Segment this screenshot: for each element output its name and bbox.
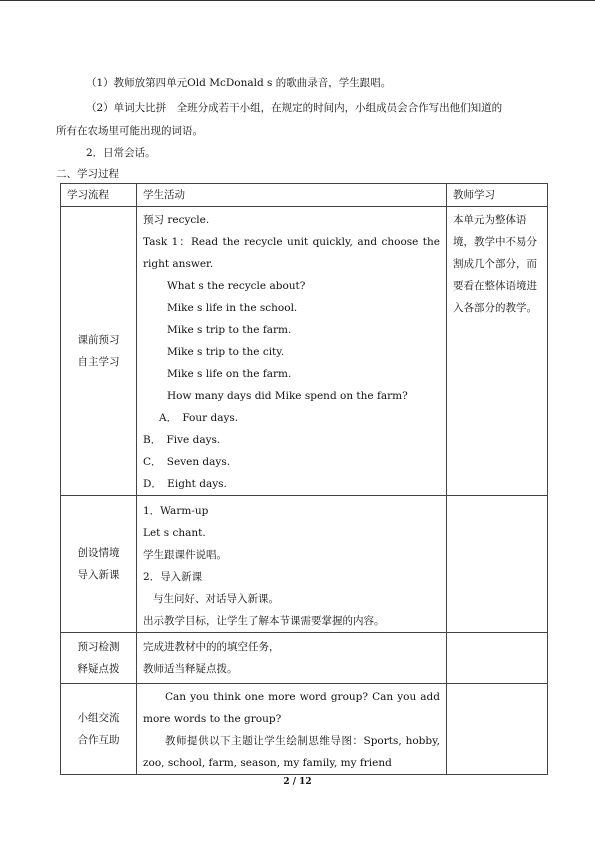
stage-cell [61, 684, 137, 775]
activity-cell [137, 207, 447, 496]
activity-line: How many days did Mike spend on the farm? [167, 390, 408, 402]
page-number: 2 / 12 [283, 777, 312, 787]
activity-cell [137, 496, 447, 633]
stage-label: 课前预习 [77, 334, 120, 346]
activity-line: C． Seven days. [143, 456, 231, 468]
activity-line: A． Four days. [159, 412, 239, 424]
activity-line: 完成进教材中的的填空任务， [143, 641, 280, 653]
activity-line: 教师提供以下主题让学生绘制思维导图：Sports, hobby, zoo, school, farm, season, my family, my friend [143, 735, 440, 769]
activity-line: Mike s trip to the farm. [167, 324, 292, 336]
page-top-rule [0, 0, 595, 1]
stage-cell [61, 207, 137, 496]
activity-line: 2．导入新课 [143, 571, 203, 583]
intro-line-2: （2）单词大比拼 全班分成若干小组，在规定的时间内，小组成员会合作写出他们知道的 [86, 102, 503, 114]
activity-line: 预习 recycle. [143, 214, 210, 226]
activity-line: Mike s trip to the city. [167, 346, 285, 358]
activity-cell [137, 633, 447, 684]
teacher-note: 本单元为整体语境，教学中不易分割成几个部分，而要看在整体语境进入各部分的教学。 [453, 214, 537, 314]
activity-line: Mike s life in the school. [167, 302, 298, 314]
table-row [61, 684, 548, 775]
activity-line: What s the recycle about? [167, 280, 306, 292]
activity-line: 与生问好、对话导入新课。 [153, 593, 279, 605]
stage-label: 释疑点拨 [77, 663, 120, 675]
stage-label: 导入新课 [77, 569, 120, 581]
header-teacher-learning: 教师学习 [447, 184, 548, 207]
intro-line-1: （1）教师放第四单元Old McDonald s 的歌曲录音，学生跟唱。 [86, 77, 392, 89]
stage-label: 预习检测 [77, 641, 120, 653]
stage-label: 合作互助 [77, 734, 120, 746]
activity-line: 教师适当释疑点拨。 [143, 663, 238, 675]
table-row [61, 496, 548, 633]
intro-line-3: 2．日常会话。 [86, 147, 156, 159]
teacher-note-cell [447, 633, 548, 684]
header-stage: 学习流程 [61, 184, 137, 207]
activity-line: Task 1：Read the recycle unit quickly, and choose the right answer. [143, 236, 440, 270]
activity-line: Can you think one more word group? Can you add more words to the group? [143, 691, 440, 725]
activity-line: 出示教学目标，让学生了解本节课需要掌握的内容。 [143, 615, 385, 627]
activity-line: 学生跟课件说唱。 [143, 549, 227, 561]
activity-line: Mike s life on the farm. [167, 368, 292, 380]
table-header-row [61, 184, 548, 207]
stage-cell [61, 496, 137, 633]
section-heading: 二、学习过程 [56, 168, 119, 180]
stage-cell [61, 633, 137, 684]
table-row [61, 633, 548, 684]
teacher-note-cell [447, 496, 548, 633]
activity-line: B． Five days. [143, 434, 221, 446]
learning-process-table [60, 183, 548, 775]
teacher-note-cell [447, 207, 548, 496]
teacher-note-cell [447, 684, 548, 775]
activity-line: D． Eight days. [143, 478, 227, 490]
stage-label: 自主学习 [77, 356, 120, 368]
stage-label: 小组交流 [77, 712, 120, 724]
activity-line: 1．Warm-up [143, 505, 209, 517]
table-row [61, 207, 548, 496]
activity-line: Let s chant. [143, 527, 206, 539]
intro-line-2-continued: 所有在农场里可能出现的词语。 [56, 125, 203, 137]
activity-cell [137, 684, 447, 775]
header-student-activity: 学生活动 [137, 184, 447, 207]
stage-label: 创设情境 [77, 547, 120, 559]
